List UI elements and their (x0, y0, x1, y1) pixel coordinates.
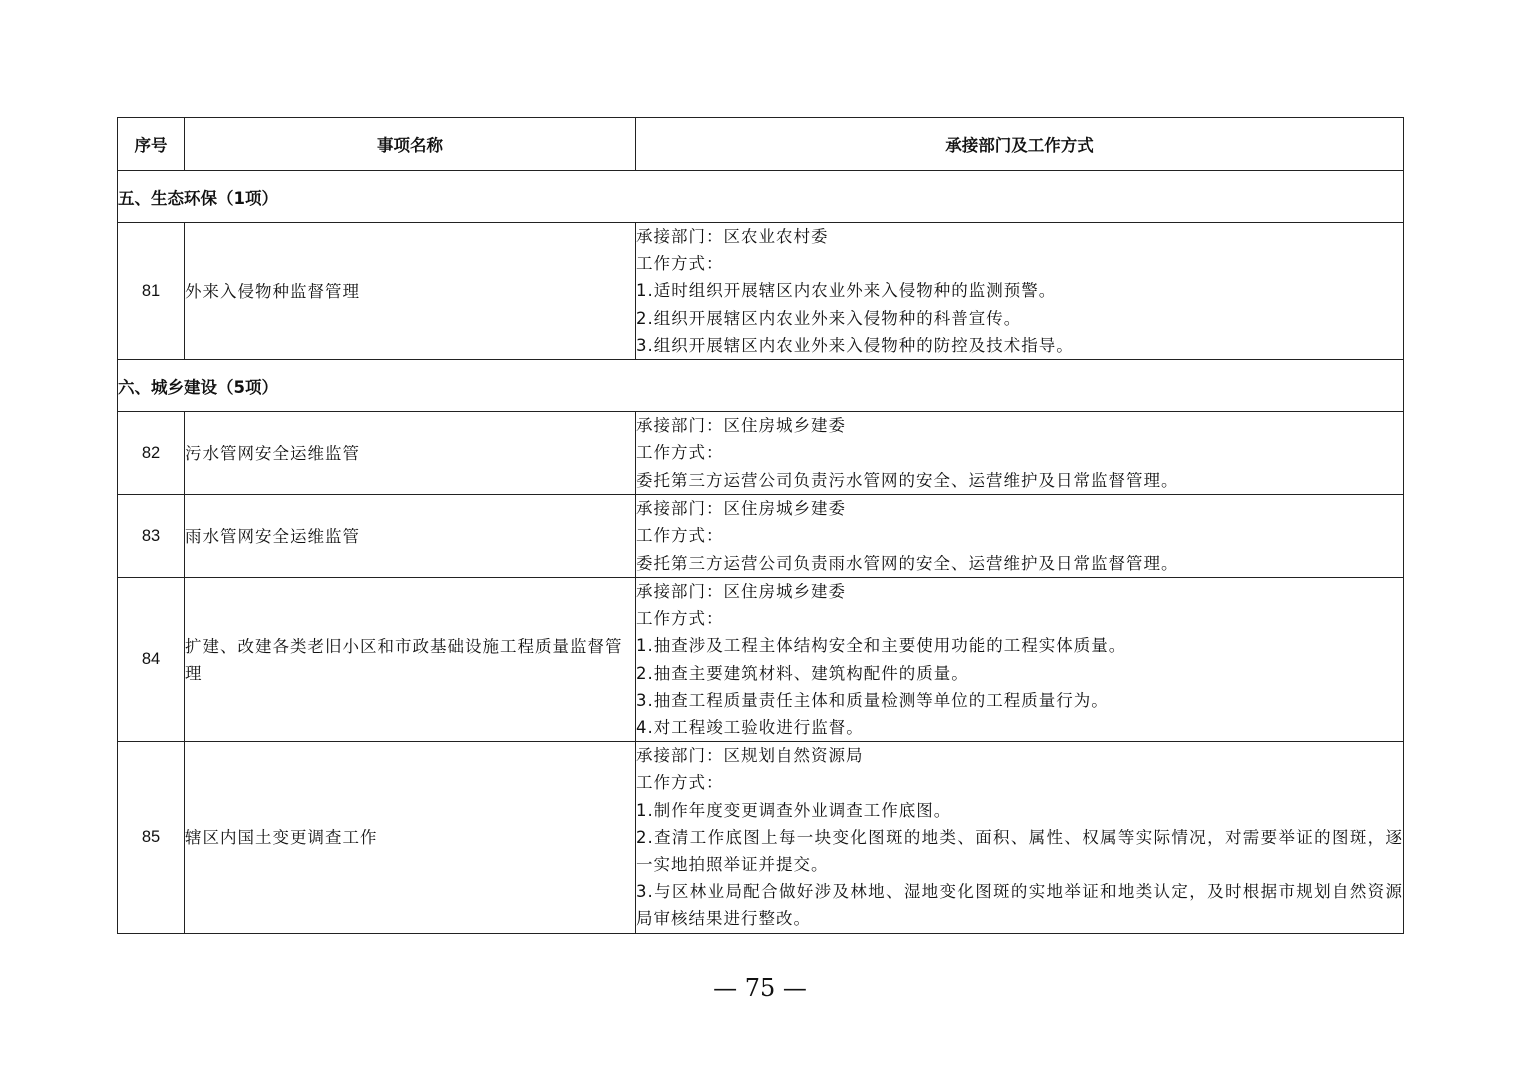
table-row (118, 495, 1404, 578)
section-row (118, 360, 1404, 412)
method-line: 工作方式： (636, 526, 724, 546)
items-table (117, 117, 1404, 934)
method-line: 承接部门：区规划自然资源局 (636, 746, 864, 766)
header-item-name: 事项名称 (185, 118, 636, 171)
method-line: 3.组织开展辖区内农业外来入侵物种的防控及技术指导。 (636, 335, 1074, 355)
department-method (636, 223, 1404, 360)
row-number: 84 (118, 578, 185, 742)
table-row (118, 578, 1404, 742)
method-line: 委托第三方运营公司负责雨水管网的安全、运营维护及日常监督管理。 (636, 553, 1179, 573)
table-row (118, 223, 1404, 360)
item-name: 污水管网安全运维监管 (185, 412, 636, 495)
item-name: 雨水管网安全运维监管 (185, 495, 636, 578)
method-line: 承接部门：区住房城乡建委 (636, 499, 846, 519)
table-row (118, 742, 1404, 933)
row-number: 82 (118, 412, 185, 495)
method-line: 承接部门：区农业农村委 (636, 227, 829, 246)
item-name: 扩建、改建各类老旧小区和市政基础设施工程质量监督管理 (185, 578, 636, 742)
method-line: 承接部门：区住房城乡建委 (636, 416, 846, 436)
section-row (118, 171, 1404, 223)
header-department-method: 承接部门及工作方式 (636, 118, 1404, 171)
method-line: 3.抽查工程质量责任主体和质量检测等单位的工程质量行为。 (636, 690, 1109, 710)
page-number: — 75 — (713, 974, 807, 1002)
method-line: 2.查清工作底图上每一块变化图斑的地类、面积、属性、权属等实际情况，对需要举证的图斑，逐一实地拍照举证并提交。 (636, 827, 1403, 875)
method-line: 3.与区林业局配合做好涉及林地、湿地变化图斑的实地举证和地类认定，及时根据市规划自然资源局审核结果进行整改。 (636, 882, 1403, 929)
row-number: 81 (118, 223, 185, 360)
section-title: 五、生态环保（1项） (118, 171, 1404, 223)
item-name: 外来入侵物种监督管理 (185, 223, 636, 360)
method-line: 工作方式： (636, 609, 724, 629)
department-method (636, 578, 1404, 742)
header-serial-number: 序号 (118, 118, 185, 171)
department-method (636, 495, 1404, 578)
row-number: 85 (118, 742, 185, 933)
department-method (636, 742, 1404, 933)
row-number: 83 (118, 495, 185, 578)
method-line: 工作方式： (636, 773, 724, 793)
method-line: 4.对工程竣工验收进行监督。 (636, 718, 864, 738)
method-line: 2.抽查主要建筑材料、建筑构配件的质量。 (636, 663, 969, 683)
method-line: 1.抽查涉及工程主体结构安全和主要使用功能的工程实体质量。 (636, 636, 1127, 656)
method-line: 1.适时组织开展辖区内农业外来入侵物种的监测预警。 (636, 281, 1057, 301)
method-line: 承接部门：区住房城乡建委 (636, 582, 846, 602)
method-line: 1.制作年度变更调查外业调查工作底图。 (636, 800, 952, 820)
method-line: 委托第三方运营公司负责污水管网的安全、运营维护及日常监督管理。 (636, 470, 1179, 490)
method-line: 工作方式： (636, 254, 724, 274)
section-title: 六、城乡建设（5项） (118, 360, 1404, 412)
table-row (118, 412, 1404, 495)
department-method (636, 412, 1404, 495)
item-name: 辖区内国土变更调查工作 (185, 742, 636, 933)
method-line: 2.组织开展辖区内农业外来入侵物种的科普宣传。 (636, 308, 1022, 328)
table-header-row (118, 118, 1404, 171)
method-line: 工作方式： (636, 443, 724, 463)
